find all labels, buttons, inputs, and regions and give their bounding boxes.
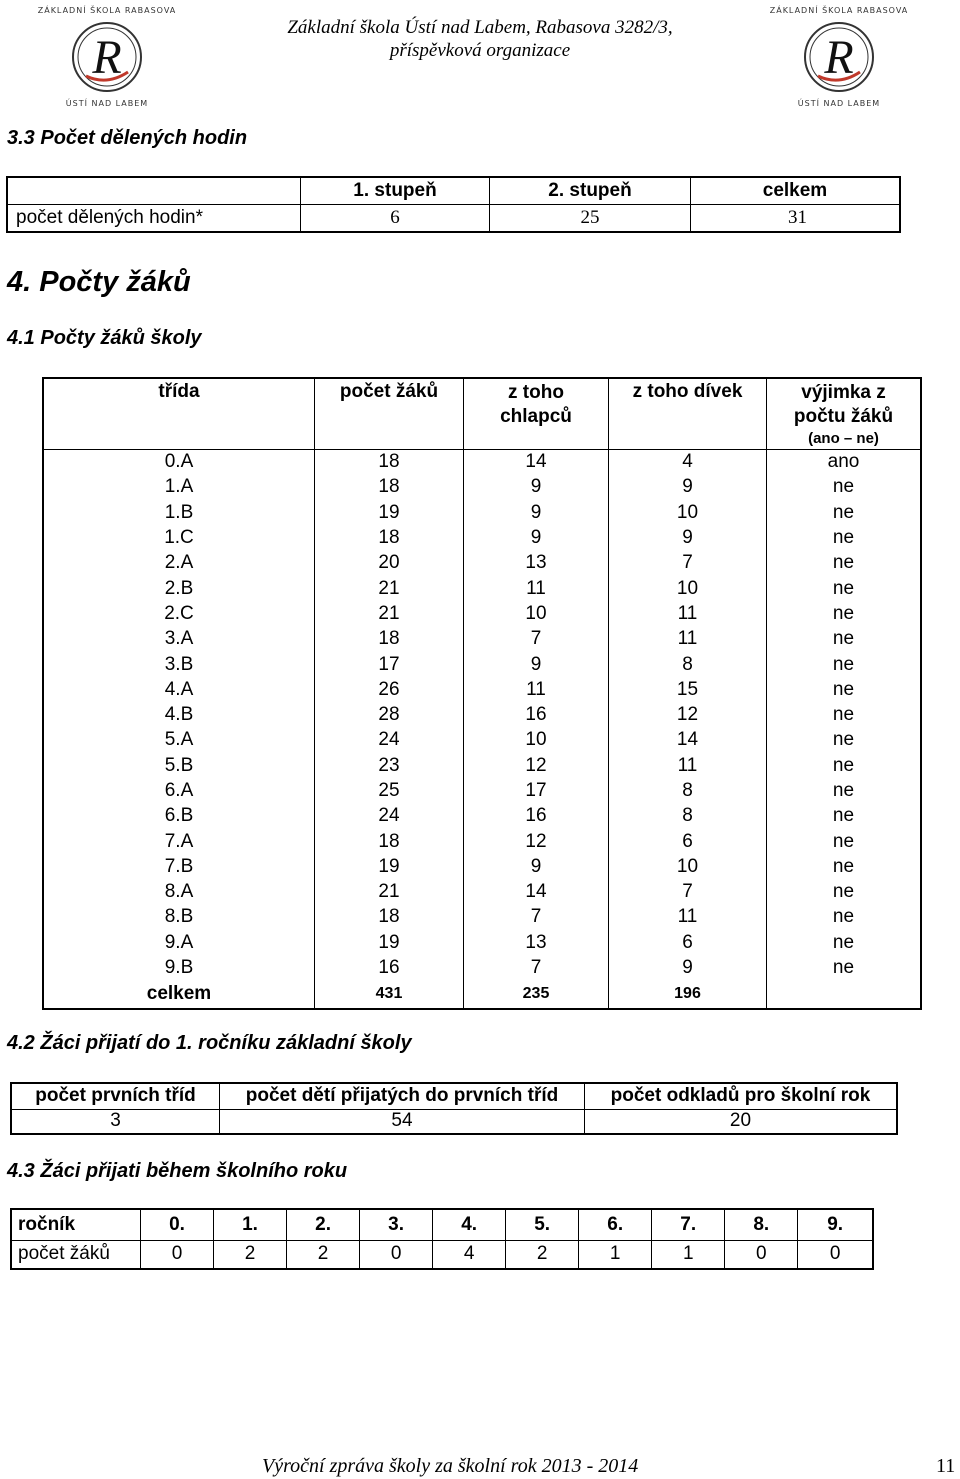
grade-count-cell: 0 <box>798 1240 873 1269</box>
total-girls-cell: 196 <box>609 981 767 1009</box>
boys-cell: 16 <box>464 702 609 727</box>
pupil-count-cell: 18 <box>315 627 464 652</box>
grade-header-cell: 5. <box>506 1209 579 1240</box>
section-4-2-title: 4.2 Žáci přijatí do 1. ročníku základní školy <box>7 1032 412 1054</box>
boys-cell: 17 <box>464 778 609 803</box>
class-row <box>43 955 921 980</box>
pupil-count-cell: 21 <box>315 576 464 601</box>
pupil-count-cell: 19 <box>315 500 464 525</box>
class-name-cell: 6.B <box>43 804 315 829</box>
class-row <box>43 829 921 854</box>
exception-cell: ne <box>767 652 922 677</box>
pupil-count-cell: 19 <box>315 930 464 955</box>
girls-cell: 10 <box>609 576 767 601</box>
exception-cell: ne <box>767 500 922 525</box>
class-name-cell: 2.B <box>43 576 315 601</box>
pupil-count-cell: 23 <box>315 753 464 778</box>
grade-header-cell: 1. <box>214 1209 287 1240</box>
girls-cell: 10 <box>609 500 767 525</box>
students-table <box>42 377 922 1010</box>
class-row <box>43 551 921 576</box>
boys-cell: 9 <box>464 854 609 879</box>
exception-cell: ne <box>767 677 922 702</box>
boys-cell: 7 <box>464 905 609 930</box>
class-row <box>43 475 921 500</box>
boys-cell: 13 <box>464 930 609 955</box>
girls-cell: 8 <box>609 778 767 803</box>
pupil-count-cell: 18 <box>315 450 464 475</box>
class-name-cell: 9.A <box>43 930 315 955</box>
footer-report-title: Výroční zpráva školy za školní rok 2013 - 2014 <box>262 1455 639 1477</box>
class-name-cell: 7.B <box>43 854 315 879</box>
girls-cell: 11 <box>609 601 767 626</box>
grade-header-cell: 2. <box>287 1209 360 1240</box>
exception-cell: ne <box>767 753 922 778</box>
grade-count-cell: 2 <box>287 1240 360 1269</box>
header-grade-label: ročník <box>11 1209 141 1240</box>
pupil-count-cell: 17 <box>315 652 464 677</box>
pupil-count-cell: 26 <box>315 677 464 702</box>
exception-cell: ne <box>767 955 922 980</box>
boys-cell: 14 <box>464 880 609 905</box>
pupil-count-cell: 18 <box>315 905 464 930</box>
header-exception-note: (ano – ne) <box>808 430 879 447</box>
boys-cell: 7 <box>464 627 609 652</box>
class-row <box>43 677 921 702</box>
girls-cell: 11 <box>609 753 767 778</box>
grade-header-cell: 9. <box>798 1209 873 1240</box>
svg-text:ZÁKLADNÍ ŠKOLA RABASOVA: ZÁKLADNÍ ŠKOLA RABASOVA <box>769 6 909 15</box>
class-row <box>43 905 921 930</box>
pupil-count-cell: 19 <box>315 854 464 879</box>
exception-cell: ne <box>767 905 922 930</box>
header-deferrals: počet odkladů pro školní rok <box>585 1083 898 1109</box>
header-second-stage: 2. stupeň <box>490 177 691 204</box>
pupil-count-cell: 18 <box>315 475 464 500</box>
boys-cell: 9 <box>464 500 609 525</box>
header-school-name <box>220 16 740 62</box>
boys-cell: 10 <box>464 601 609 626</box>
row-label-divided-hours: počet dělených hodin* <box>7 204 301 232</box>
school-logo-left <box>37 2 177 112</box>
svg-text:ZÁKLADNÍ ŠKOLA RABASOVA: ZÁKLADNÍ ŠKOLA RABASOVA <box>37 6 177 15</box>
class-row <box>43 880 921 905</box>
value-second-stage: 25 <box>490 204 691 232</box>
boys-cell: 10 <box>464 728 609 753</box>
girls-cell: 9 <box>609 525 767 550</box>
boys-cell: 11 <box>464 677 609 702</box>
pupil-count-cell: 28 <box>315 702 464 727</box>
class-name-cell: 4.A <box>43 677 315 702</box>
grade-count-cell: 0 <box>360 1240 433 1269</box>
girls-cell: 12 <box>609 702 767 727</box>
header-admitted-children: počet dětí přijatých do prvních tříd <box>220 1083 585 1109</box>
exception-cell: ne <box>767 475 922 500</box>
girls-cell: 15 <box>609 677 767 702</box>
class-name-cell: 2.A <box>43 551 315 576</box>
grade-count-cell: 1 <box>652 1240 725 1269</box>
class-name-cell: 1.A <box>43 475 315 500</box>
pupil-count-cell: 16 <box>315 955 464 980</box>
class-row <box>43 930 921 955</box>
girls-cell: 4 <box>609 450 767 475</box>
header-class: třída <box>43 378 315 450</box>
header-line-1: Základní škola Ústí nad Labem, Rabasova 3282/3, <box>287 17 673 38</box>
total-label-cell: celkem <box>43 981 315 1009</box>
class-name-cell: 1.B <box>43 500 315 525</box>
grade-count-cell: 0 <box>725 1240 798 1269</box>
boys-cell: 14 <box>464 450 609 475</box>
svg-text:ÚSTÍ NAD LABEM: ÚSTÍ NAD LABEM <box>65 99 149 108</box>
exception-cell: ano <box>767 450 922 475</box>
pupil-count-cell: 20 <box>315 551 464 576</box>
exception-cell: ne <box>767 778 922 803</box>
boys-cell: 12 <box>464 753 609 778</box>
class-name-cell: 9.B <box>43 955 315 980</box>
class-row <box>43 500 921 525</box>
section-4-3-title: 4.3 Žáci přijati během školního roku <box>7 1160 348 1182</box>
boys-cell: 7 <box>464 955 609 980</box>
boys-cell: 11 <box>464 576 609 601</box>
logo-letter: R <box>824 31 854 84</box>
grade-header-cell: 0. <box>141 1209 214 1240</box>
exception-cell: ne <box>767 854 922 879</box>
boys-cell: 9 <box>464 475 609 500</box>
grade-count-cell: 1 <box>579 1240 652 1269</box>
class-name-cell: 5.B <box>43 753 315 778</box>
boys-cell: 12 <box>464 829 609 854</box>
section-4-1-title: 4.1 Počty žáků školy <box>7 327 202 349</box>
header-first-stage: 1. stupeň <box>301 177 490 204</box>
total-row <box>43 981 921 1009</box>
pupil-count-cell: 21 <box>315 880 464 905</box>
exception-cell: ne <box>767 702 922 727</box>
header-first-classes: počet prvních tříd <box>11 1083 220 1109</box>
class-name-cell: 7.A <box>43 829 315 854</box>
page-number: 11 <box>936 1455 956 1477</box>
class-name-cell: 5.A <box>43 728 315 753</box>
class-name-cell: 0.A <box>43 450 315 475</box>
pupil-count-cell: 21 <box>315 601 464 626</box>
grade-header-cell: 7. <box>652 1209 725 1240</box>
class-name-cell: 1.C <box>43 525 315 550</box>
value-first-classes: 3 <box>11 1109 220 1134</box>
total-exception-cell <box>767 981 922 1009</box>
svg-text:ÚSTÍ NAD LABEM: ÚSTÍ NAD LABEM <box>797 99 881 108</box>
grade-count-cell: 4 <box>433 1240 506 1269</box>
school-logo-right <box>769 2 909 112</box>
value-first-stage: 6 <box>301 204 490 232</box>
first-grade-table <box>10 1082 898 1135</box>
girls-cell: 9 <box>609 475 767 500</box>
class-row <box>43 728 921 753</box>
exception-cell: ne <box>767 551 922 576</box>
boys-cell: 13 <box>464 551 609 576</box>
header-boys: z toho chlapců <box>464 378 609 450</box>
girls-cell: 8 <box>609 804 767 829</box>
empty-header-cell <box>7 177 301 204</box>
grade-header-cell: 6. <box>579 1209 652 1240</box>
header-exception: výjimka z počtu žáků (ano – ne) <box>767 378 922 450</box>
girls-cell: 7 <box>609 880 767 905</box>
pupil-count-cell: 24 <box>315 804 464 829</box>
class-row <box>43 627 921 652</box>
grade-count-cell: 2 <box>506 1240 579 1269</box>
class-row <box>43 450 921 475</box>
grade-count-cell: 0 <box>141 1240 214 1269</box>
exception-cell: ne <box>767 880 922 905</box>
exception-cell: ne <box>767 601 922 626</box>
class-row <box>43 804 921 829</box>
divided-hours-table <box>6 176 901 233</box>
girls-cell: 11 <box>609 905 767 930</box>
class-row <box>43 601 921 626</box>
class-name-cell: 2.C <box>43 601 315 626</box>
girls-cell: 7 <box>609 551 767 576</box>
boys-cell: 9 <box>464 525 609 550</box>
pupil-count-cell: 25 <box>315 778 464 803</box>
girls-cell: 11 <box>609 627 767 652</box>
girls-cell: 8 <box>609 652 767 677</box>
header-pupil-count: počet žáků <box>315 378 464 450</box>
admitted-during-year-table <box>10 1208 874 1270</box>
exception-cell: ne <box>767 829 922 854</box>
grade-header-cell: 3. <box>360 1209 433 1240</box>
pupil-count-cell: 18 <box>315 525 464 550</box>
girls-cell: 6 <box>609 930 767 955</box>
header-line-2: příspěvková organizace <box>389 40 571 61</box>
class-row <box>43 854 921 879</box>
girls-cell: 14 <box>609 728 767 753</box>
boys-cell: 16 <box>464 804 609 829</box>
class-row <box>43 525 921 550</box>
value-total: 31 <box>691 204 901 232</box>
logo-letter: R <box>92 31 122 84</box>
students-table-body <box>43 450 921 1009</box>
class-row <box>43 753 921 778</box>
value-deferrals: 20 <box>585 1109 898 1134</box>
class-name-cell: 3.A <box>43 627 315 652</box>
class-name-cell: 8.B <box>43 905 315 930</box>
exception-cell: ne <box>767 728 922 753</box>
grade-header-cell: 8. <box>725 1209 798 1240</box>
pupil-count-cell: 24 <box>315 728 464 753</box>
value-admitted-children: 54 <box>220 1109 585 1134</box>
total-pupils-cell: 431 <box>315 981 464 1009</box>
pupil-count-cell: 18 <box>315 829 464 854</box>
exception-cell: ne <box>767 804 922 829</box>
header-total: celkem <box>691 177 901 204</box>
class-name-cell: 3.B <box>43 652 315 677</box>
girls-cell: 6 <box>609 829 767 854</box>
exception-cell: ne <box>767 930 922 955</box>
total-boys-cell: 235 <box>464 981 609 1009</box>
exception-cell: ne <box>767 525 922 550</box>
exception-cell: ne <box>767 627 922 652</box>
grade-header-cell: 4. <box>433 1209 506 1240</box>
class-name-cell: 4.B <box>43 702 315 727</box>
row-label-pupil-count: počet žáků <box>11 1240 141 1269</box>
section-4-title: 4. Počty žáků <box>7 266 191 298</box>
grade-count-cell: 2 <box>214 1240 287 1269</box>
class-row <box>43 652 921 677</box>
girls-cell: 9 <box>609 955 767 980</box>
header-girls: z toho dívek <box>609 378 767 450</box>
class-name-cell: 6.A <box>43 778 315 803</box>
class-row <box>43 702 921 727</box>
exception-cell: ne <box>767 576 922 601</box>
girls-cell: 10 <box>609 854 767 879</box>
class-row <box>43 778 921 803</box>
boys-cell: 9 <box>464 652 609 677</box>
section-3-3-title: 3.3 Počet dělených hodin <box>7 127 248 149</box>
class-name-cell: 8.A <box>43 880 315 905</box>
class-row <box>43 576 921 601</box>
